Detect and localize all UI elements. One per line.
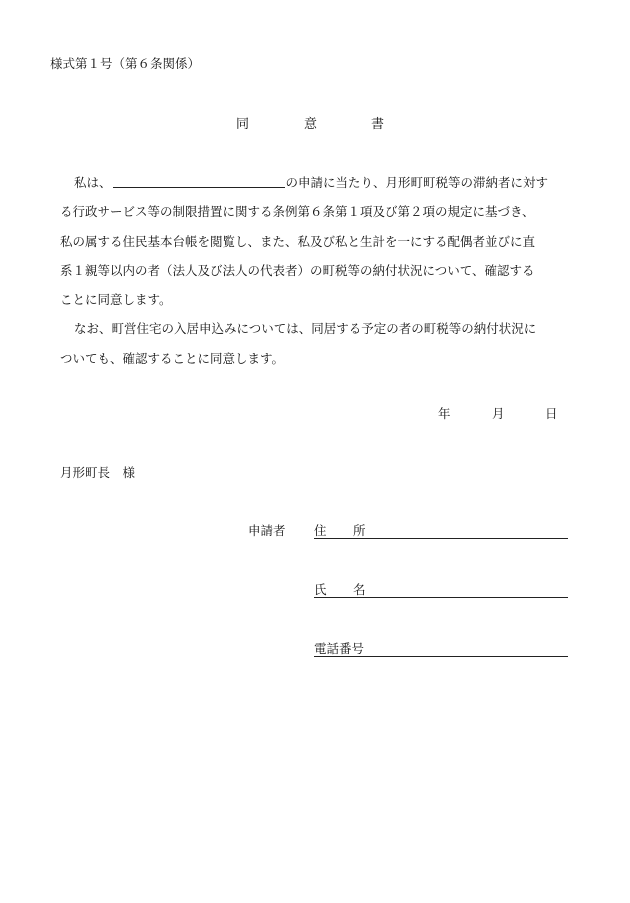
title-char-1: 同 [236, 117, 250, 132]
body-line-6: なお、町営住宅の入居申込みについては、同居する予定の者の町税等の納付状況に [74, 321, 537, 337]
body-line-5: ことに同意します。 [60, 292, 172, 308]
body-line-1-prefix: 私は、 [74, 175, 112, 190]
body-line-1 [60, 168, 590, 197]
address-label-1: 住 [314, 523, 327, 538]
form-number: 様式第１号（第６条関係） [50, 56, 201, 71]
body-line-3: 私の属する住民基本台帳を閲覧し、また、私及び私と生計を一にする配偶者並びに直 [60, 233, 536, 249]
addressee: 月形町長 様 [60, 465, 136, 480]
body-line-2: る行政サービス等の制限措置に関する条例第６条第１項及び第２項の規定に基づき、 [60, 204, 535, 220]
date-year-label: 年 [438, 406, 451, 421]
title-char-2: 意 [304, 117, 318, 132]
date-day-label: 日 [545, 406, 558, 421]
phone-label: 電話番号 [314, 641, 365, 656]
name-field[interactable] [314, 580, 568, 598]
body-line-4: 系１親等以内の者（法人及び法人の代表者）の町税等の納付状況について、確認する [60, 262, 535, 278]
date-month-label: 月 [492, 406, 505, 421]
title-char-3: 書 [371, 117, 385, 132]
name-label-2: 名 [353, 582, 366, 597]
body-line-1-suffix: の申請に当たり、月形町町税等の滞納者に対す [285, 175, 549, 190]
applicant-label: 申請者 [248, 523, 286, 538]
consent-body [60, 168, 590, 373]
application-name-blank[interactable] [113, 175, 285, 188]
address-field[interactable] [314, 521, 568, 539]
phone-field[interactable] [314, 639, 568, 657]
body-line-7: ついても、確認することに同意します。 [60, 350, 285, 366]
address-label-2: 所 [353, 523, 366, 538]
name-label-1: 氏 [314, 582, 327, 597]
